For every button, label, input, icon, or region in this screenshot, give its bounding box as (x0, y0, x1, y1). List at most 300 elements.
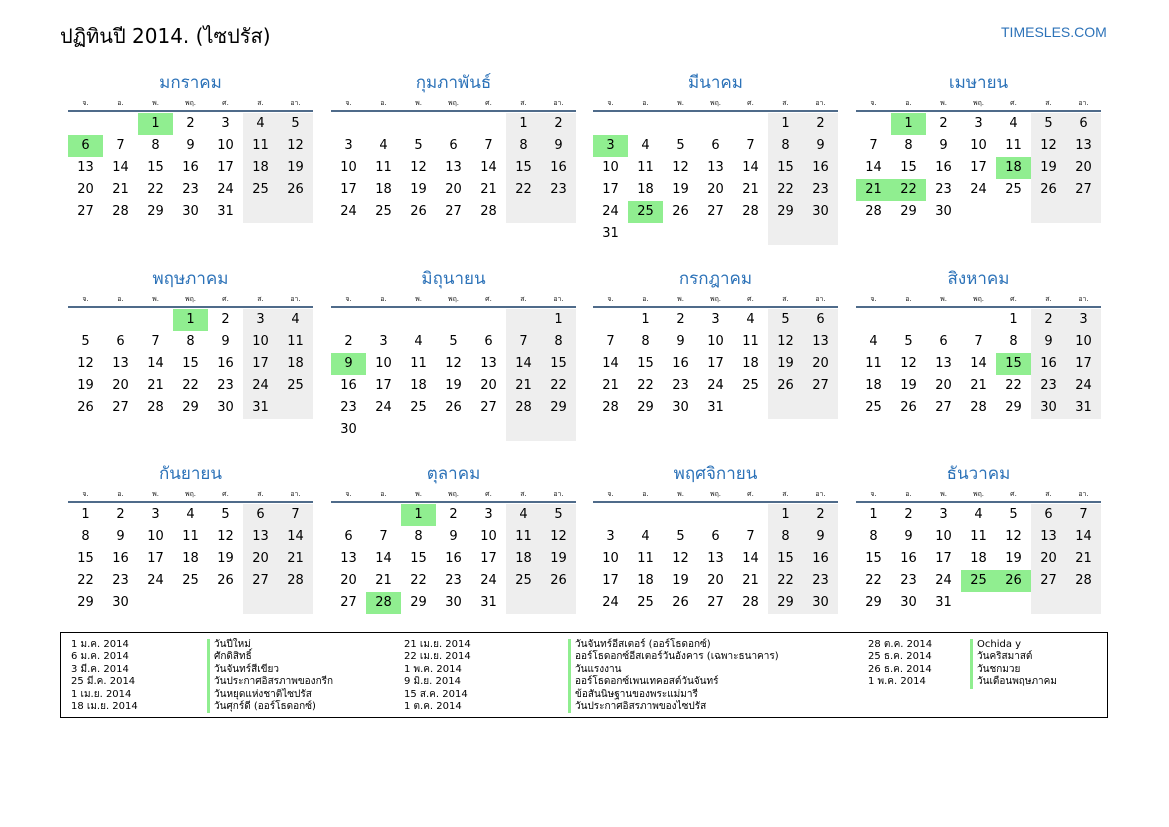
day-cell[interactable]: 25 (1005, 182, 1022, 197)
day-cell[interactable]: 10 (375, 356, 392, 371)
day-cell[interactable]: 20 (1031, 548, 1066, 570)
day-cell[interactable]: 30 (803, 592, 838, 614)
day-cell[interactable]: 11 (243, 135, 278, 157)
day-cell[interactable]: 16 (672, 356, 689, 371)
day-cell[interactable]: 15 (410, 551, 427, 566)
day-cell[interactable]: 4 (186, 507, 195, 522)
day-cell[interactable]: 18 (243, 157, 278, 179)
day-cell[interactable]: 9 (449, 529, 458, 544)
day-cell[interactable]: 28 (602, 400, 619, 415)
day-cell[interactable]: 24 (707, 378, 724, 393)
day-cell[interactable]: 7 (151, 334, 160, 349)
day-cell[interactable]: 12 (768, 331, 803, 353)
day-cell[interactable]: 6 (243, 504, 278, 526)
day-cell[interactable]: 13 (445, 160, 462, 175)
day-cell[interactable]: 23 (803, 570, 838, 592)
day-cell[interactable]: 23 (900, 573, 917, 588)
day-cell[interactable]: 1 (641, 312, 650, 327)
day-cell[interactable]: 3 (606, 529, 615, 544)
day-cell[interactable]: 12 (445, 356, 462, 371)
day-cell[interactable]: 10 (243, 331, 278, 353)
day-cell[interactable]: 4 (278, 309, 313, 331)
day-cell[interactable]: 5 (676, 138, 685, 153)
day-cell[interactable]: 7 (746, 138, 755, 153)
day-cell[interactable]: 24 (243, 375, 278, 397)
day-cell[interactable]: 13 (112, 356, 129, 371)
day-cell[interactable]: 9 (676, 334, 685, 349)
day-cell[interactable]: 14 (112, 160, 129, 175)
day-cell[interactable]: 19 (445, 378, 462, 393)
day-cell[interactable]: 25 (182, 573, 199, 588)
day-cell[interactable]: 23 (182, 182, 199, 197)
day-cell[interactable]: 24 (935, 573, 952, 588)
day-cell[interactable]: 2 (344, 334, 353, 349)
day-cell[interactable]: 26 (445, 400, 462, 415)
day-cell[interactable]: 12 (900, 356, 917, 371)
day-cell[interactable]: 6 (68, 135, 103, 157)
day-cell[interactable]: 18 (970, 551, 987, 566)
day-cell[interactable]: 17 (935, 551, 952, 566)
day-cell[interactable]: 17 (480, 551, 497, 566)
day-cell[interactable]: 18 (182, 551, 199, 566)
day-cell[interactable]: 11 (1005, 138, 1022, 153)
day-cell[interactable]: 14 (506, 353, 541, 375)
day-cell[interactable]: 1 (173, 309, 208, 331)
day-cell[interactable]: 1 (138, 113, 173, 135)
day-cell[interactable]: 13 (1066, 135, 1101, 157)
day-cell[interactable]: 31 (602, 226, 619, 241)
day-cell[interactable]: 12 (672, 160, 689, 175)
day-cell[interactable]: 8 (904, 138, 913, 153)
day-cell[interactable]: 30 (672, 400, 689, 415)
day-cell[interactable]: 29 (410, 595, 427, 610)
day-cell[interactable]: 15 (147, 160, 164, 175)
day-cell[interactable]: 28 (506, 397, 541, 419)
day-cell[interactable]: 3 (379, 334, 388, 349)
day-cell[interactable]: 6 (711, 529, 720, 544)
day-cell[interactable]: 30 (217, 400, 234, 415)
day-cell[interactable]: 20 (935, 378, 952, 393)
day-cell[interactable]: 25 (278, 375, 313, 397)
day-cell[interactable]: 4 (1009, 116, 1018, 131)
day-cell[interactable]: 19 (1005, 551, 1022, 566)
day-cell[interactable]: 10 (602, 551, 619, 566)
day-cell[interactable]: 24 (1066, 375, 1101, 397)
day-cell[interactable]: 12 (217, 529, 234, 544)
day-cell[interactable]: 4 (414, 334, 423, 349)
day-cell[interactable]: 9 (186, 138, 195, 153)
day-cell[interactable]: 2 (939, 116, 948, 131)
day-cell[interactable]: 11 (970, 529, 987, 544)
day-cell[interactable]: 3 (151, 507, 160, 522)
day-cell[interactable]: 31 (935, 595, 952, 610)
day-cell[interactable]: 22 (768, 570, 803, 592)
day-cell[interactable]: 27 (77, 204, 94, 219)
day-cell[interactable]: 4 (641, 138, 650, 153)
day-cell[interactable]: 28 (970, 400, 987, 415)
day-cell[interactable]: 25 (506, 570, 541, 592)
day-cell[interactable]: 31 (1066, 397, 1101, 419)
day-cell[interactable]: 15 (996, 353, 1031, 375)
day-cell[interactable]: 19 (900, 378, 917, 393)
day-cell[interactable]: 13 (77, 160, 94, 175)
day-cell[interactable]: 24 (340, 204, 357, 219)
day-cell[interactable]: 23 (672, 378, 689, 393)
day-cell[interactable]: 26 (541, 570, 576, 592)
day-cell[interactable]: 16 (182, 160, 199, 175)
day-cell[interactable]: 29 (147, 204, 164, 219)
day-cell[interactable]: 20 (445, 182, 462, 197)
day-cell[interactable]: 6 (803, 309, 838, 331)
day-cell[interactable]: 8 (641, 334, 650, 349)
day-cell[interactable]: 28 (366, 592, 401, 614)
day-cell[interactable]: 17 (375, 378, 392, 393)
day-cell[interactable]: 22 (541, 375, 576, 397)
day-cell[interactable]: 21 (375, 573, 392, 588)
day-cell[interactable]: 14 (742, 160, 759, 175)
day-cell[interactable]: 30 (112, 595, 129, 610)
day-cell[interactable]: 14 (602, 356, 619, 371)
day-cell[interactable]: 9 (116, 529, 125, 544)
day-cell[interactable]: 23 (112, 573, 129, 588)
day-cell[interactable]: 19 (217, 551, 234, 566)
day-cell[interactable]: 30 (445, 595, 462, 610)
day-cell[interactable]: 10 (1066, 331, 1101, 353)
day-cell[interactable]: 21 (742, 573, 759, 588)
day-cell[interactable]: 24 (602, 204, 619, 219)
day-cell[interactable]: 5 (221, 507, 230, 522)
day-cell[interactable]: 9 (939, 138, 948, 153)
day-cell[interactable]: 28 (742, 204, 759, 219)
day-cell[interactable]: 20 (77, 182, 94, 197)
day-cell[interactable]: 1 (1009, 312, 1018, 327)
day-cell[interactable]: 21 (506, 375, 541, 397)
day-cell[interactable]: 25 (637, 595, 654, 610)
day-cell[interactable]: 29 (637, 400, 654, 415)
day-cell[interactable]: 7 (746, 529, 755, 544)
day-cell[interactable]: 30 (182, 204, 199, 219)
day-cell[interactable]: 13 (243, 526, 278, 548)
day-cell[interactable]: 25 (865, 400, 882, 415)
day-cell[interactable]: 7 (506, 331, 541, 353)
day-cell[interactable]: 11 (637, 551, 654, 566)
day-cell[interactable]: 27 (445, 204, 462, 219)
day-cell[interactable]: 3 (344, 138, 353, 153)
day-cell[interactable]: 6 (1031, 504, 1066, 526)
day-cell[interactable]: 2 (803, 504, 838, 526)
day-cell[interactable]: 12 (1031, 135, 1066, 157)
day-cell[interactable]: 9 (331, 353, 366, 375)
day-cell[interactable]: 6 (939, 334, 948, 349)
day-cell[interactable]: 23 (1031, 375, 1066, 397)
day-cell[interactable]: 2 (1031, 309, 1066, 331)
day-cell[interactable]: 11 (410, 356, 427, 371)
day-cell[interactable]: 17 (602, 182, 619, 197)
day-cell[interactable]: 20 (803, 353, 838, 375)
day-cell[interactable]: 8 (768, 135, 803, 157)
day-cell[interactable]: 26 (900, 400, 917, 415)
day-cell[interactable]: 26 (672, 204, 689, 219)
day-cell[interactable]: 2 (904, 507, 913, 522)
day-cell[interactable]: 15 (900, 160, 917, 175)
day-cell[interactable]: 13 (803, 331, 838, 353)
day-cell[interactable]: 4 (243, 113, 278, 135)
day-cell[interactable]: 4 (746, 312, 755, 327)
day-cell[interactable]: 9 (803, 135, 838, 157)
day-cell[interactable]: 1 (401, 504, 436, 526)
day-cell[interactable]: 24 (375, 400, 392, 415)
day-cell[interactable]: 3 (711, 312, 720, 327)
day-cell[interactable]: 15 (865, 551, 882, 566)
day-cell[interactable]: 5 (904, 334, 913, 349)
day-cell[interactable]: 20 (1066, 157, 1101, 179)
day-cell[interactable]: 11 (742, 334, 759, 349)
day-cell[interactable]: 10 (935, 529, 952, 544)
day-cell[interactable]: 22 (637, 378, 654, 393)
day-cell[interactable]: 5 (278, 113, 313, 135)
day-cell[interactable]: 7 (484, 138, 493, 153)
day-cell[interactable]: 21 (742, 182, 759, 197)
day-cell[interactable]: 10 (147, 529, 164, 544)
day-cell[interactable]: 22 (147, 182, 164, 197)
day-cell[interactable]: 6 (1066, 113, 1101, 135)
site-link[interactable]: TIMESLES.COM (1001, 24, 1107, 40)
day-cell[interactable]: 6 (484, 334, 493, 349)
day-cell[interactable]: 26 (1031, 179, 1066, 201)
day-cell[interactable]: 18 (278, 353, 313, 375)
day-cell[interactable]: 20 (243, 548, 278, 570)
day-cell[interactable]: 5 (541, 504, 576, 526)
day-cell[interactable]: 19 (1031, 157, 1066, 179)
day-cell[interactable]: 14 (742, 551, 759, 566)
day-cell[interactable]: 9 (221, 334, 230, 349)
day-cell[interactable]: 27 (1031, 570, 1066, 592)
day-cell[interactable]: 27 (935, 400, 952, 415)
day-cell[interactable]: 9 (1031, 331, 1066, 353)
day-cell[interactable]: 25 (628, 201, 663, 223)
day-cell[interactable]: 29 (865, 595, 882, 610)
day-cell[interactable]: 29 (768, 592, 803, 614)
day-cell[interactable]: 2 (541, 113, 576, 135)
day-cell[interactable]: 18 (865, 378, 882, 393)
day-cell[interactable]: 17 (217, 160, 234, 175)
day-cell[interactable]: 10 (970, 138, 987, 153)
day-cell[interactable]: 14 (865, 160, 882, 175)
day-cell[interactable]: 21 (480, 182, 497, 197)
day-cell[interactable]: 27 (340, 595, 357, 610)
day-cell[interactable]: 3 (221, 116, 230, 131)
day-cell[interactable]: 23 (217, 378, 234, 393)
day-cell[interactable]: 21 (602, 378, 619, 393)
day-cell[interactable]: 18 (637, 182, 654, 197)
day-cell[interactable]: 29 (182, 400, 199, 415)
day-cell[interactable]: 2 (116, 507, 125, 522)
day-cell[interactable]: 27 (112, 400, 129, 415)
day-cell[interactable]: 13 (480, 356, 497, 371)
day-cell[interactable]: 18 (375, 182, 392, 197)
day-cell[interactable]: 22 (77, 573, 94, 588)
day-cell[interactable]: 7 (869, 138, 878, 153)
day-cell[interactable]: 7 (1066, 504, 1101, 526)
day-cell[interactable]: 29 (77, 595, 94, 610)
day-cell[interactable]: 27 (803, 375, 838, 397)
day-cell[interactable]: 25 (742, 378, 759, 393)
day-cell[interactable]: 8 (186, 334, 195, 349)
day-cell[interactable]: 1 (891, 113, 926, 135)
day-cell[interactable]: 15 (182, 356, 199, 371)
day-cell[interactable]: 20 (480, 378, 497, 393)
day-cell[interactable]: 4 (641, 529, 650, 544)
day-cell[interactable]: 14 (278, 526, 313, 548)
day-cell[interactable]: 27 (707, 595, 724, 610)
day-cell[interactable]: 26 (77, 400, 94, 415)
day-cell[interactable]: 8 (151, 138, 160, 153)
day-cell[interactable]: 13 (340, 551, 357, 566)
day-cell[interactable]: 31 (217, 204, 234, 219)
day-cell[interactable]: 31 (707, 400, 724, 415)
day-cell[interactable]: 12 (278, 135, 313, 157)
day-cell[interactable]: 1 (81, 507, 90, 522)
day-cell[interactable]: 24 (970, 182, 987, 197)
day-cell[interactable]: 14 (970, 356, 987, 371)
day-cell[interactable]: 28 (865, 204, 882, 219)
day-cell[interactable]: 21 (856, 179, 891, 201)
day-cell[interactable]: 12 (672, 551, 689, 566)
day-cell[interactable]: 29 (768, 201, 803, 223)
day-cell[interactable]: 15 (637, 356, 654, 371)
day-cell[interactable]: 15 (77, 551, 94, 566)
day-cell[interactable]: 16 (803, 548, 838, 570)
day-cell[interactable]: 9 (541, 135, 576, 157)
day-cell[interactable]: 7 (974, 334, 983, 349)
day-cell[interactable]: 17 (970, 160, 987, 175)
day-cell[interactable]: 9 (904, 529, 913, 544)
day-cell[interactable]: 14 (147, 356, 164, 371)
day-cell[interactable]: 25 (375, 204, 392, 219)
day-cell[interactable]: 26 (217, 573, 234, 588)
day-cell[interactable]: 17 (1066, 353, 1101, 375)
day-cell[interactable]: 5 (1009, 507, 1018, 522)
day-cell[interactable]: 3 (974, 116, 983, 131)
day-cell[interactable]: 30 (803, 201, 838, 223)
day-cell[interactable]: 25 (410, 400, 427, 415)
day-cell[interactable]: 16 (803, 157, 838, 179)
day-cell[interactable]: 8 (1009, 334, 1018, 349)
day-cell[interactable]: 8 (506, 135, 541, 157)
day-cell[interactable]: 24 (217, 182, 234, 197)
day-cell[interactable]: 16 (541, 157, 576, 179)
day-cell[interactable]: 27 (707, 204, 724, 219)
day-cell[interactable]: 16 (340, 378, 357, 393)
day-cell[interactable]: 11 (278, 331, 313, 353)
day-cell[interactable]: 28 (1066, 570, 1101, 592)
day-cell[interactable]: 19 (410, 182, 427, 197)
day-cell[interactable]: 21 (147, 378, 164, 393)
day-cell[interactable]: 13 (1031, 526, 1066, 548)
day-cell[interactable]: 30 (900, 595, 917, 610)
day-cell[interactable]: 16 (112, 551, 129, 566)
day-cell[interactable]: 4 (869, 334, 878, 349)
day-cell[interactable]: 5 (768, 309, 803, 331)
day-cell[interactable]: 14 (1066, 526, 1101, 548)
day-cell[interactable]: 7 (278, 504, 313, 526)
day-cell[interactable]: 22 (182, 378, 199, 393)
day-cell[interactable]: 13 (707, 551, 724, 566)
day-cell[interactable]: 18 (410, 378, 427, 393)
day-cell[interactable]: 4 (379, 138, 388, 153)
day-cell[interactable]: 17 (147, 551, 164, 566)
day-cell[interactable]: 18 (637, 573, 654, 588)
day-cell[interactable]: 10 (707, 334, 724, 349)
day-cell[interactable]: 3 (939, 507, 948, 522)
day-cell[interactable]: 26 (410, 204, 427, 219)
day-cell[interactable]: 1 (768, 113, 803, 135)
day-cell[interactable]: 22 (1005, 378, 1022, 393)
day-cell[interactable]: 11 (375, 160, 392, 175)
day-cell[interactable]: 26 (768, 375, 803, 397)
day-cell[interactable]: 16 (900, 551, 917, 566)
day-cell[interactable]: 30 (935, 204, 952, 219)
day-cell[interactable]: 6 (344, 529, 353, 544)
day-cell[interactable]: 21 (112, 182, 129, 197)
day-cell[interactable]: 5 (1031, 113, 1066, 135)
day-cell[interactable]: 15 (506, 157, 541, 179)
day-cell[interactable]: 9 (803, 526, 838, 548)
day-cell[interactable]: 20 (707, 573, 724, 588)
day-cell[interactable]: 30 (1031, 397, 1066, 419)
day-cell[interactable]: 8 (414, 529, 423, 544)
day-cell[interactable]: 7 (116, 138, 125, 153)
day-cell[interactable]: 2 (449, 507, 458, 522)
day-cell[interactable]: 17 (340, 182, 357, 197)
day-cell[interactable]: 26 (672, 595, 689, 610)
day-cell[interactable]: 25 (961, 570, 996, 592)
day-cell[interactable]: 1 (869, 507, 878, 522)
day-cell[interactable]: 24 (602, 595, 619, 610)
day-cell[interactable]: 23 (935, 182, 952, 197)
day-cell[interactable]: 23 (340, 400, 357, 415)
day-cell[interactable]: 1 (541, 309, 576, 331)
day-cell[interactable]: 28 (742, 595, 759, 610)
day-cell[interactable]: 5 (449, 334, 458, 349)
day-cell[interactable]: 24 (147, 573, 164, 588)
day-cell[interactable]: 29 (1005, 400, 1022, 415)
day-cell[interactable]: 4 (506, 504, 541, 526)
day-cell[interactable]: 22 (865, 573, 882, 588)
day-cell[interactable]: 19 (672, 182, 689, 197)
day-cell[interactable]: 19 (768, 353, 803, 375)
day-cell[interactable]: 28 (278, 570, 313, 592)
day-cell[interactable]: 2 (221, 312, 230, 327)
day-cell[interactable]: 17 (707, 356, 724, 371)
day-cell[interactable]: 8 (768, 526, 803, 548)
day-cell[interactable]: 14 (375, 551, 392, 566)
day-cell[interactable]: 22 (410, 573, 427, 588)
day-cell[interactable]: 19 (278, 157, 313, 179)
day-cell[interactable]: 26 (278, 179, 313, 201)
day-cell[interactable]: 21 (970, 378, 987, 393)
day-cell[interactable]: 29 (541, 397, 576, 419)
day-cell[interactable]: 22 (891, 179, 926, 201)
day-cell[interactable]: 6 (116, 334, 125, 349)
day-cell[interactable]: 6 (449, 138, 458, 153)
day-cell[interactable]: 5 (414, 138, 423, 153)
day-cell[interactable]: 8 (81, 529, 90, 544)
day-cell[interactable]: 8 (869, 529, 878, 544)
day-cell[interactable]: 3 (593, 135, 628, 157)
day-cell[interactable]: 30 (340, 422, 357, 437)
day-cell[interactable]: 11 (865, 356, 882, 371)
